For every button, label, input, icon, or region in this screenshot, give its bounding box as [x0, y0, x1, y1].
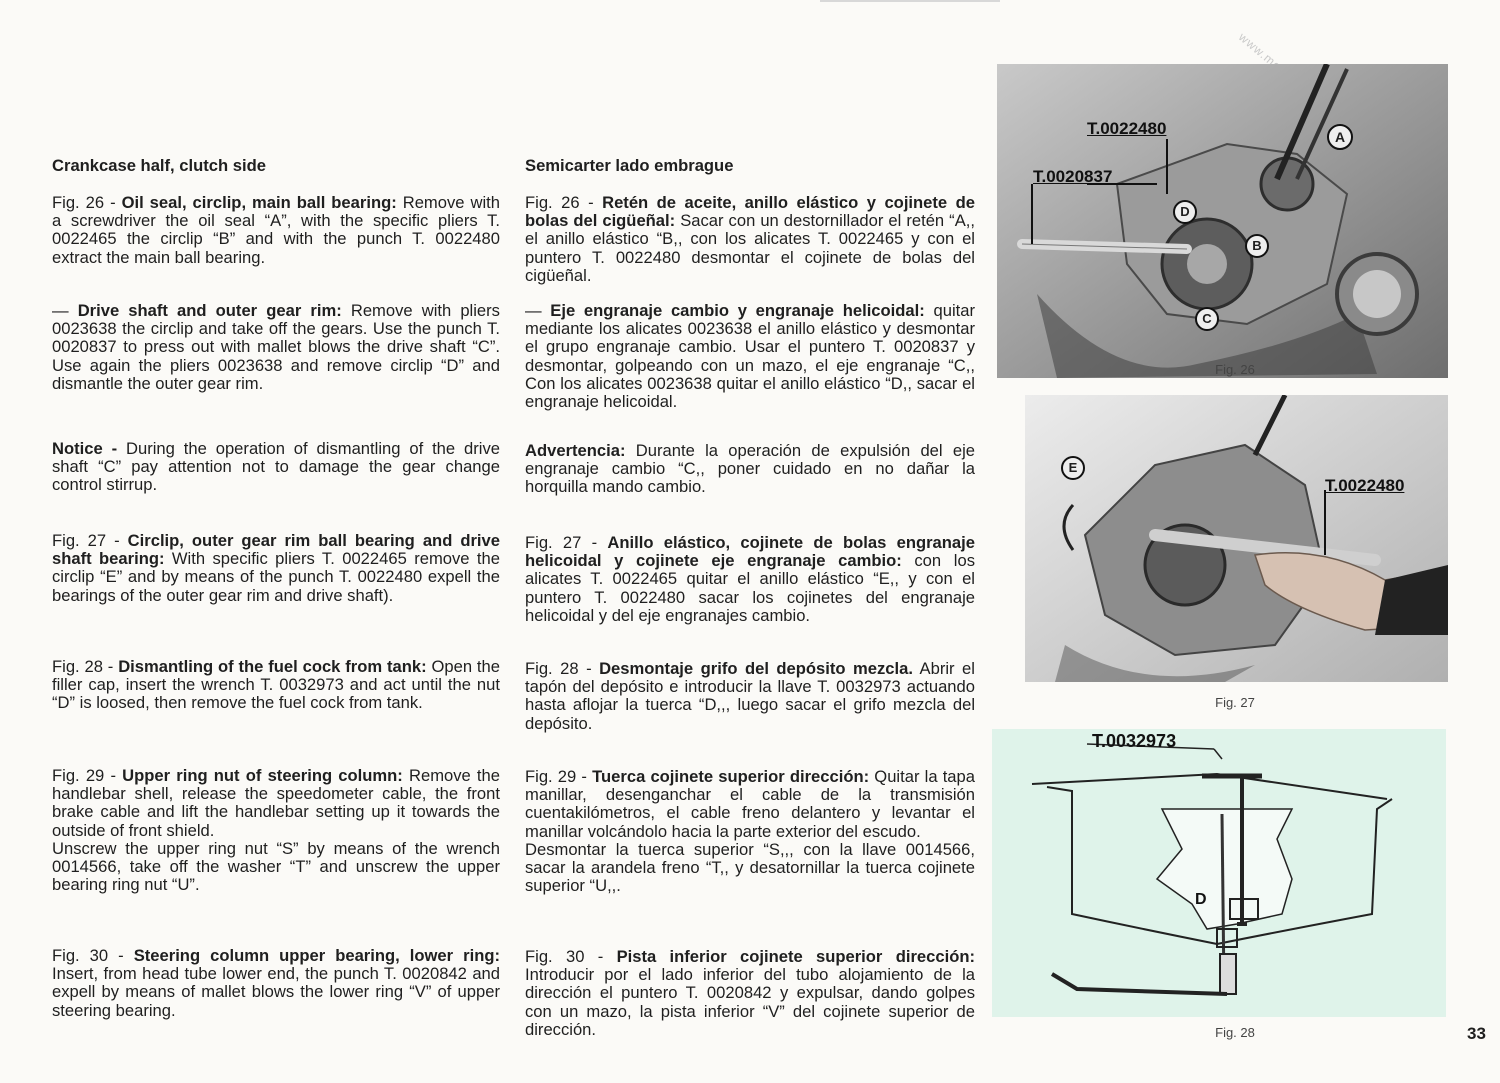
- paragraph-notice-en: Notice - During the operation of dismantling of the drive shaft “C” pay attention not to damage the gear change control stirrup.: [52, 439, 500, 495]
- figure-26-photo: [997, 64, 1448, 378]
- paragraph-fig28-es: Fig. 28 - Desmontaje grifo del depósito mezcla. Abrir el tapón del depósito e introducir la llave T. 0032973 actuando hasta aflojar la tuerca “D,,, luego sacar el grifo mezcla del depósito.: [525, 659, 975, 733]
- paragraph-fig28-en: Fig. 28 - Dismantling of the fuel cock from tank: Open the filler cap, insert the wrench T. 0032973 and act until the nut “D” is loosed, then remove the fuel cock from tank.: [52, 657, 500, 713]
- tool-label-t0022480: T.0022480: [1087, 119, 1167, 138]
- section-heading-es: Semicarter lado embrague: [525, 156, 734, 175]
- marker-b: B: [1245, 234, 1269, 258]
- marker-c: C: [1195, 307, 1219, 331]
- tool-label-t0022480-fig27: T.0022480: [1325, 476, 1405, 495]
- figure-27-caption: Fig. 27: [1215, 695, 1255, 710]
- section-heading-en: Crankcase half, clutch side: [52, 156, 266, 175]
- marker-e: E: [1061, 456, 1085, 480]
- figure-27-photo: [1025, 395, 1448, 682]
- marker-d-fig28: D: [1195, 891, 1207, 908]
- paragraph-fig29-es: Fig. 29 - Tuerca cojinete superior dirección: Quitar la tapa manillar, desenganchar el cable de la transmisión cuentakilómetros, el cable freno delantero y levantar el manillar volcándolo hacia la parte exterior del escudo. Desmontar la tuerca superior “S,,, con la llave 0014566, sacar la arandela freno “T,, y desatornillar la tuerca cojinete superior “U,,.: [525, 767, 975, 896]
- tool-label-t0020837: T.0020837: [1033, 167, 1113, 186]
- figure-28-caption: Fig. 28: [1215, 1025, 1255, 1040]
- paragraph-fig26-es: Fig. 26 - Retén de aceite, anillo elástico y cojinete de bolas del cigüeñal: Sacar con un destornillador el retén “A,, el anillo elástico “B,, con los alicates T. 0022465 y con el puntero T. 0022480 desmontar el cojinete de bolas del cigüeñal.: [525, 193, 976, 285]
- figure-28-diagram: [992, 729, 1446, 1017]
- paragraph-drive-shaft-en: — Drive shaft and outer gear rim: Remove with pliers 0023638 the circlip and take off the gears. Use the punch T. 0020837 to press out with mallet blows the drive shaft “C”. Use again the pliers 0023638 and remove circlip “D” and dismantle the outer gear rim.: [52, 301, 500, 393]
- figure-26-caption: Fig. 26: [1215, 362, 1255, 377]
- page-number: 33: [1467, 1024, 1486, 1043]
- top-rule: [820, 0, 1000, 2]
- paragraph-eje-es: — Eje engranaje cambio y engranaje helicoidal: quitar mediante los alicates 0023638 el anillo elástico y desmontar el grupo engranaje cambio. Usar el puntero T. 0020837 y desmontar, golpeando con un mazo, el eje engranaje “C,, Con los alicates 0023638 quitar el anillo elástico “D,, sacar el engranaje helicoidal.: [525, 301, 975, 412]
- paragraph-fig26-en: Fig. 26 - Oil seal, circlip, main ball bearing: Remove with a screwdriver the oil seal “A”, with the specific pliers T. 0022465 the circlip “B” and with the punch T. 0022480 extract the main ball bearing.: [52, 193, 500, 267]
- marker-d: D: [1173, 200, 1197, 224]
- paragraph-fig30-en: Fig. 30 - Steering column upper bearing, lower ring: Insert, from head tube lower end, the punch T. 0020842 and expell by means of mallet blows the lower ring “V” of upper steering bearing.: [52, 946, 500, 1020]
- marker-a: A: [1327, 124, 1353, 150]
- tool-label-t0032973: T.0032973: [1092, 731, 1177, 751]
- paragraph-fig30-es: Fig. 30 - Pista inferior cojinete superior dirección: Introducir por el lado inferior del tubo alojamiento de la dirección el puntero T. 0020842 y expulsar, dando golpes con un mazo, la pista inferior “V” del cojinete superior de dirección.: [525, 947, 975, 1039]
- paragraph-fig27-en: Fig. 27 - Circlip, outer gear rim ball bearing and drive shaft bearing: With specific pliers T. 0022465 remove the circlip “E” and by means of the punch T. 0022480 expell the bearings of the outer gear rim and drive shaft).: [52, 531, 500, 605]
- paragraph-fig29-en: Fig. 29 - Upper ring nut of steering column: Remove the handlebar shell, release the speedometer cable, the front brake cable and lift the handlebar setting up it towards the outside of front shield. Unscrew the upper ring nut “S” by means of the wrench 0014566, take off the washer “T” and unscrew the upper bearing ring nut “U”.: [52, 766, 501, 895]
- paragraph-advertencia-es: Advertencia: Durante la operación de expulsión del eje engranaje cambio “C,, poner cuidado en no dañar la horquilla mando cambio.: [525, 441, 975, 497]
- paragraph-fig27-es: Fig. 27 - Anillo elástico, cojinete de bolas engranaje helicoidal y cojinete eje engranaje cambio: con los alicates T. 0022465 quitar el anillo elástico “E,, y con el puntero T. 0022480 sacar los cojinetes del engranaje helicoidal y del eje engranajes cambio.: [525, 533, 975, 625]
